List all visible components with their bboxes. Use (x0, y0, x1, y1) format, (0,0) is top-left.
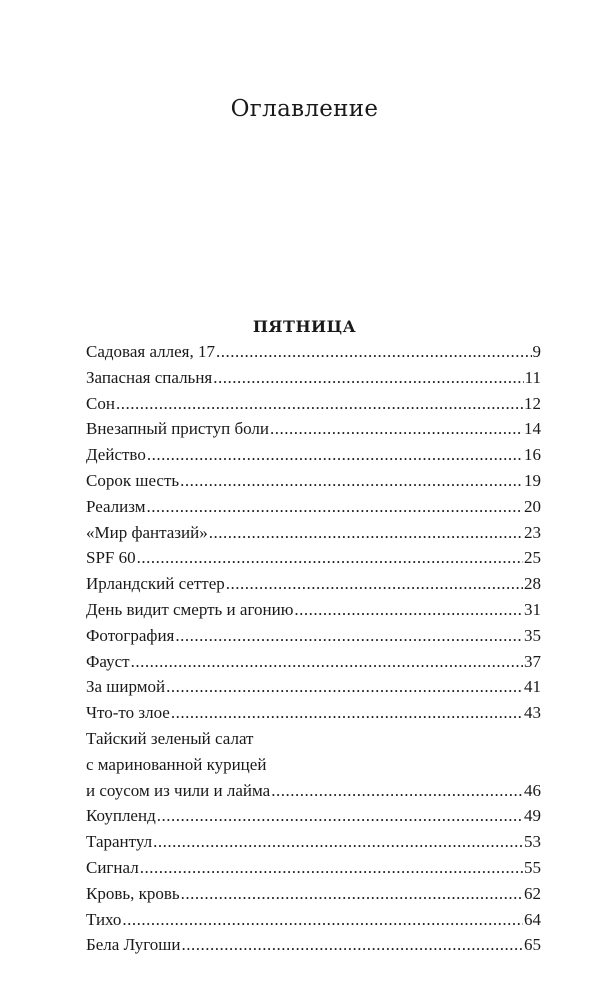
dot-leader (181, 881, 523, 907)
toc-entry-page: 28 (524, 574, 541, 594)
dot-leader (213, 365, 523, 391)
toc-entry[interactable] (86, 545, 541, 571)
toc-entry[interactable] (86, 416, 541, 442)
toc-entry-title: SPF 60 (86, 548, 136, 568)
dot-leader (140, 855, 523, 881)
toc-entry-page: 16 (524, 445, 541, 465)
toc-entry-page: 9 (532, 342, 541, 361)
toc-entry-page: 31 (524, 599, 541, 619)
toc-entry[interactable] (86, 623, 541, 649)
toc-entry[interactable] (86, 339, 541, 365)
toc-entry[interactable] (86, 700, 541, 726)
page-title: Оглавление (230, 96, 379, 122)
dot-leader (147, 494, 524, 520)
toc-entry-title: Сорок шесть (86, 470, 180, 490)
toc-entry-page: 25 (524, 548, 541, 568)
toc-entry[interactable] (86, 829, 541, 855)
toc-entry[interactable] (86, 520, 541, 546)
toc-entry-page: 14 (524, 419, 541, 439)
toc-entry-page: 23 (524, 522, 541, 542)
toc-entry[interactable] (86, 442, 541, 468)
toc-entry-page: 53 (524, 832, 541, 852)
toc-entry-title: За ширмой (86, 677, 166, 697)
dot-leader (153, 829, 523, 855)
dot-leader (171, 700, 523, 726)
dot-leader (166, 674, 523, 700)
toc-entry[interactable] (86, 726, 541, 803)
toc-entry-title: Коупленд (86, 806, 156, 826)
toc-entry[interactable] (86, 932, 541, 958)
dot-leader (294, 597, 523, 623)
toc-entry-page: 46 (524, 780, 541, 800)
toc-entry-title: Бела Лугоши (86, 935, 181, 955)
toc-entry-page: 41 (524, 677, 541, 697)
toc-entry[interactable] (86, 597, 541, 623)
dot-leader (137, 545, 523, 571)
toc-entry-page: 11 (524, 367, 541, 387)
toc-entry-page: 19 (524, 470, 541, 490)
toc-entry-title-line: с маринованной курицей (86, 754, 267, 774)
toc-entry-title: и соусом из чили и лайма (86, 780, 271, 800)
toc-entry-page: 20 (524, 496, 541, 516)
dot-leader (147, 442, 523, 468)
toc-entry-title: Что-то злое (86, 703, 170, 723)
toc-entry-page: 55 (524, 857, 541, 877)
section-heading: ПЯТНИЦА (252, 317, 357, 336)
toc-entry[interactable] (86, 391, 541, 417)
toc-entry-title: Фауст (86, 651, 130, 671)
toc-entry-title: Сигнал (86, 857, 139, 877)
dot-leader (216, 339, 532, 365)
toc-entry-title: Сон (86, 393, 115, 413)
dot-leader (270, 416, 523, 442)
toc-entry[interactable] (86, 571, 541, 597)
toc-entry-title-line: Тайский зеленый салат (86, 728, 254, 748)
toc-entry-title: Запасная спальня (86, 367, 213, 387)
toc-entry-page: 43 (524, 703, 541, 723)
toc-entry-title: День видит смерть и агонию (86, 599, 294, 619)
toc-entry-page: 35 (524, 625, 541, 645)
toc-entry-page: 65 (524, 935, 541, 955)
dot-leader (131, 649, 523, 675)
toc-entry-title: Садовая аллея, 17 (86, 342, 215, 361)
toc-entry[interactable] (86, 674, 541, 700)
toc-entry[interactable] (86, 468, 541, 494)
toc-entry[interactable] (86, 365, 541, 391)
toc-entry-title: Ирландский сеттер (86, 574, 225, 594)
toc-entry-title: Действо (86, 445, 146, 465)
toc-entry-title: Внезапный приступ боли (86, 419, 269, 439)
toc-entry-page: 49 (524, 806, 541, 826)
toc-entry-title: Тарантул (86, 832, 153, 852)
toc-entry-page: 64 (524, 909, 541, 929)
dot-leader (271, 778, 523, 804)
toc-entry-title: Тихо (86, 909, 122, 929)
dot-leader (175, 623, 523, 649)
toc-entry-title: Реализм (86, 496, 146, 516)
toc-entry[interactable] (86, 855, 541, 881)
toc-entry[interactable] (86, 803, 541, 829)
toc-entry-title: Фотография (86, 625, 175, 645)
dot-leader (226, 571, 523, 597)
toc-entry[interactable] (86, 649, 541, 675)
dot-leader (180, 468, 523, 494)
toc-entry[interactable] (86, 494, 541, 520)
dot-leader (157, 803, 523, 829)
toc-entry[interactable] (86, 907, 541, 933)
toc-entry-page: 37 (524, 651, 541, 671)
dot-leader (181, 932, 523, 958)
toc-entry-title: Кровь, кровь (86, 883, 180, 903)
toc-entry-title: «Мир фантазий» (86, 522, 208, 542)
toc-entry[interactable] (86, 881, 541, 907)
table-of-contents (86, 339, 541, 958)
toc-entry-page: 62 (524, 883, 541, 903)
dot-leader (122, 907, 523, 933)
toc-entry-page: 12 (524, 393, 541, 413)
dot-leader (116, 391, 523, 417)
dot-leader (209, 520, 523, 546)
